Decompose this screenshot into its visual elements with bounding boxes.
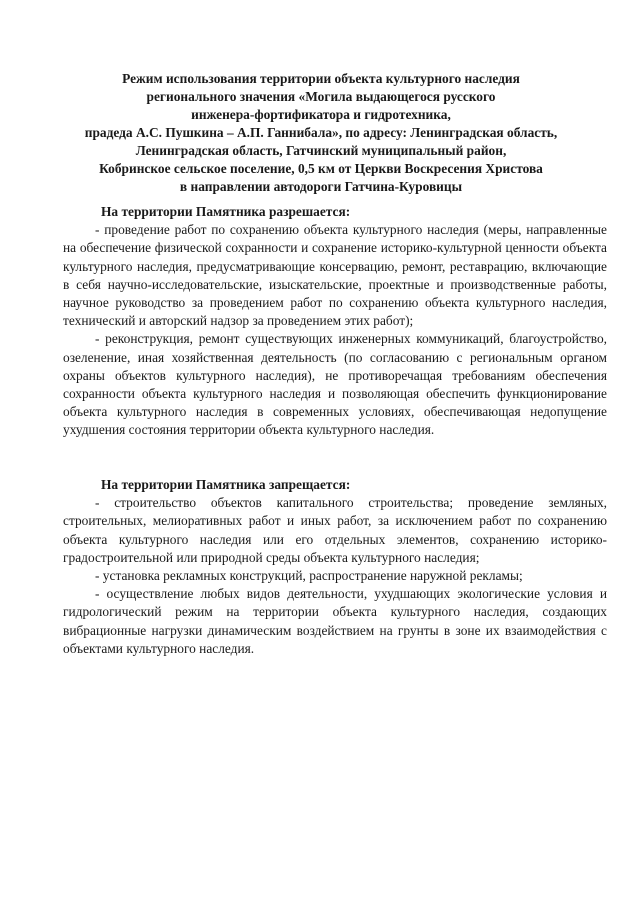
allowed-section: [63, 203, 607, 440]
title-line: прадеда А.С. Пушкина – А.П. Ганнибала», по адресу: Ленинградская область,: [84, 125, 558, 140]
prohibited-heading: На территории Памятника запрещается:: [101, 477, 351, 492]
allowed-heading: На территории Памятника разрешается:: [101, 204, 351, 219]
prohibited-item: - строительство объектов капитального строительства; проведение земляных, строительных, мелиоративных работ и иных работ, за исключением работ по сохранению объекта культурного наследия или его отдельных элементов, сохранению историко-градостроительной или природной среды объекта культурного наследия;: [63, 495, 607, 565]
title-line: инженера-фортификатора и гидротехника,: [191, 107, 451, 122]
prohibited-item: - установка рекламных конструкций, распространение наружной рекламы;: [95, 568, 523, 584]
allowed-item: - проведение работ по сохранению объекта культурного наследия (меры, направленные на обеспечение физической сохранности и сохранение историко-культурной ценности объекта культурного наследия, предусматривающие консервацию, ремонт, реставрацию, включающие в себя научно-исследовательские, изыскательские, проектные и производственные работы, научное руководство за проведением работ по сохранению объекта культурного наследия, технический и авторский надзор за проведением этих работ);: [63, 222, 607, 329]
document-title: [40, 70, 602, 196]
title-line: Режим использования территории объекта культурного наследия: [122, 71, 520, 86]
title-line: регионального значения «Могила выдающегося русского: [146, 89, 496, 104]
title-line: Ленинградская область, Гатчинский муниципальный район,: [135, 143, 507, 158]
title-line: в направлении автодороги Гатчина-Куровицы: [179, 179, 463, 194]
prohibited-item: - осуществление любых видов деятельности, ухудшающих экологические условия и гидрологический режим на территории объекта культурного наследия, создающих вибрационные нагрузки динамическим воздействием на грунты в зоне их взаимодействия с объектами культурного наследия.: [63, 586, 607, 656]
allowed-item: - реконструкция, ремонт существующих инженерных коммуникаций, благоустройство, озеленение, иная хозяйственная деятельность (по согласованию с региональным органом охраны объектов культурного наследия), не противоречащая требованиям обеспечения сохранности объекта культурного наследия и позволяющая обеспечить функционирование объекта культурного наследия в современных условиях, обеспечивающая недопущение ухудшения состояния территории объекта культурного наследия.: [63, 331, 607, 438]
title-line: Кобринское сельское поселение, 0,5 км от Церкви Воскресения Христова: [99, 161, 543, 176]
prohibited-section: [63, 476, 607, 658]
